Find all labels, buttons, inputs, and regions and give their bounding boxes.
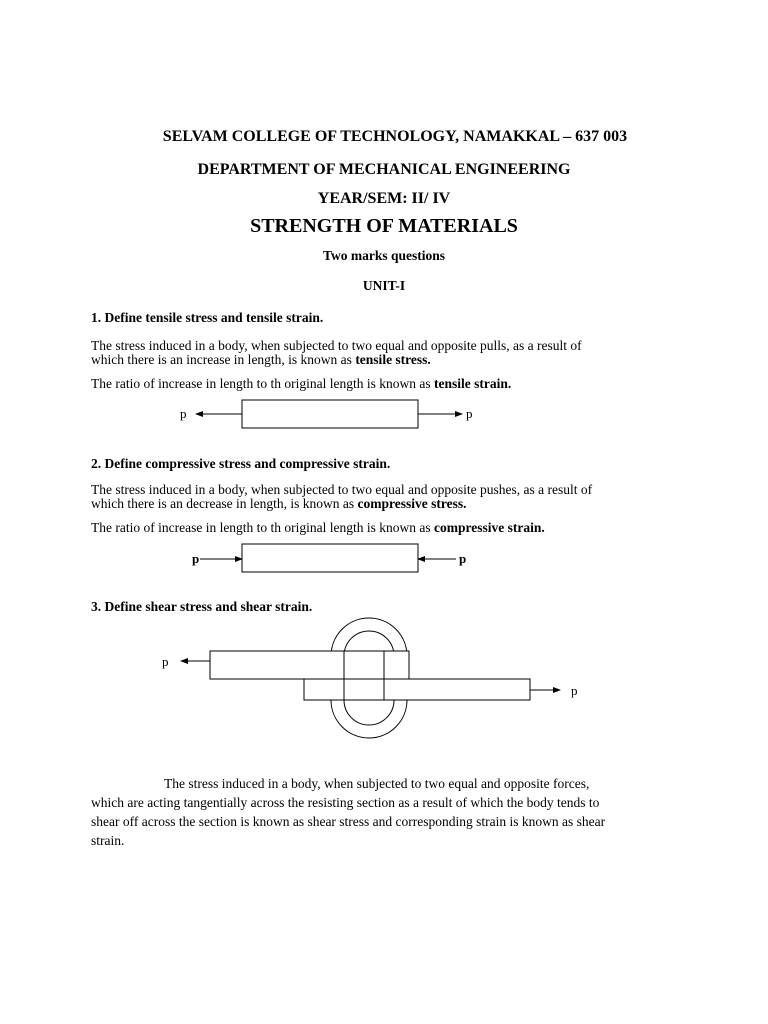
term-compressive-strain: compressive strain. bbox=[434, 520, 545, 535]
shear-diagram bbox=[162, 618, 578, 738]
tension-bar bbox=[242, 400, 418, 428]
rivet-head-bottom-outer bbox=[331, 700, 407, 738]
text-line: The stress induced in a body, when subjected to two equal and opposite pulls, as a result of bbox=[91, 338, 582, 353]
question-1-title: 1. Define tensile stress and tensile strain. bbox=[91, 310, 324, 325]
year-semester: YEAR/SEM: II/ IV bbox=[317, 190, 451, 207]
lower-plate bbox=[304, 679, 530, 700]
tension-left-label: p bbox=[180, 406, 187, 421]
unit-heading: UNIT-I bbox=[362, 278, 406, 293]
subject-title: STRENGTH OF MATERIALS bbox=[250, 215, 518, 237]
text-line: The stress induced in a body, when subjected to two equal and opposite pushes, as a result of bbox=[91, 482, 593, 497]
text-span: which there is an decrease in length, is known as bbox=[91, 496, 358, 511]
text-line: The stress induced in a body, when subjected to two equal and opposite forces, bbox=[164, 776, 590, 791]
question-2-title: 2. Define compressive stress and compressive strain. bbox=[91, 456, 391, 471]
tension-right-label: p bbox=[466, 406, 473, 421]
shear-left-label: p bbox=[162, 654, 169, 669]
text-line: strain. bbox=[91, 833, 125, 848]
compression-right-label: p bbox=[459, 551, 467, 566]
compression-left-label: p bbox=[192, 551, 200, 566]
text-span: The ratio of increase in length to th original length is known as bbox=[91, 376, 435, 391]
department-name: DEPARTMENT OF MECHANICAL ENGINEERING bbox=[197, 161, 571, 178]
text-line: shear off across the section is known as shear stress and corresponding strain is known as shear bbox=[91, 814, 606, 829]
question-3-title: 3. Define shear stress and shear strain. bbox=[91, 599, 313, 614]
text-span: which there is an increase in length, is known as bbox=[91, 352, 356, 367]
text-span: The ratio of increase in length to th original length is known as bbox=[91, 520, 435, 535]
rivet-shank bbox=[344, 651, 384, 700]
text-line: which are acting tangentially across the resisting section as a result of which the body tends to bbox=[91, 795, 600, 810]
term-tensile-strain: tensile strain. bbox=[434, 376, 512, 391]
subtitle: Two marks questions bbox=[322, 248, 446, 263]
shear-right-label: p bbox=[571, 683, 578, 698]
term-compressive-stress: compressive stress. bbox=[357, 496, 467, 511]
compression-bar bbox=[242, 544, 418, 572]
tension-diagram bbox=[180, 400, 473, 428]
college-name: SELVAM COLLEGE OF TECHNOLOGY, NAMAKKAL – 637 003 bbox=[162, 128, 628, 145]
compression-diagram bbox=[192, 544, 466, 572]
rivet-head-top-outer bbox=[331, 618, 407, 656]
term-tensile-stress: tensile stress. bbox=[355, 352, 431, 367]
